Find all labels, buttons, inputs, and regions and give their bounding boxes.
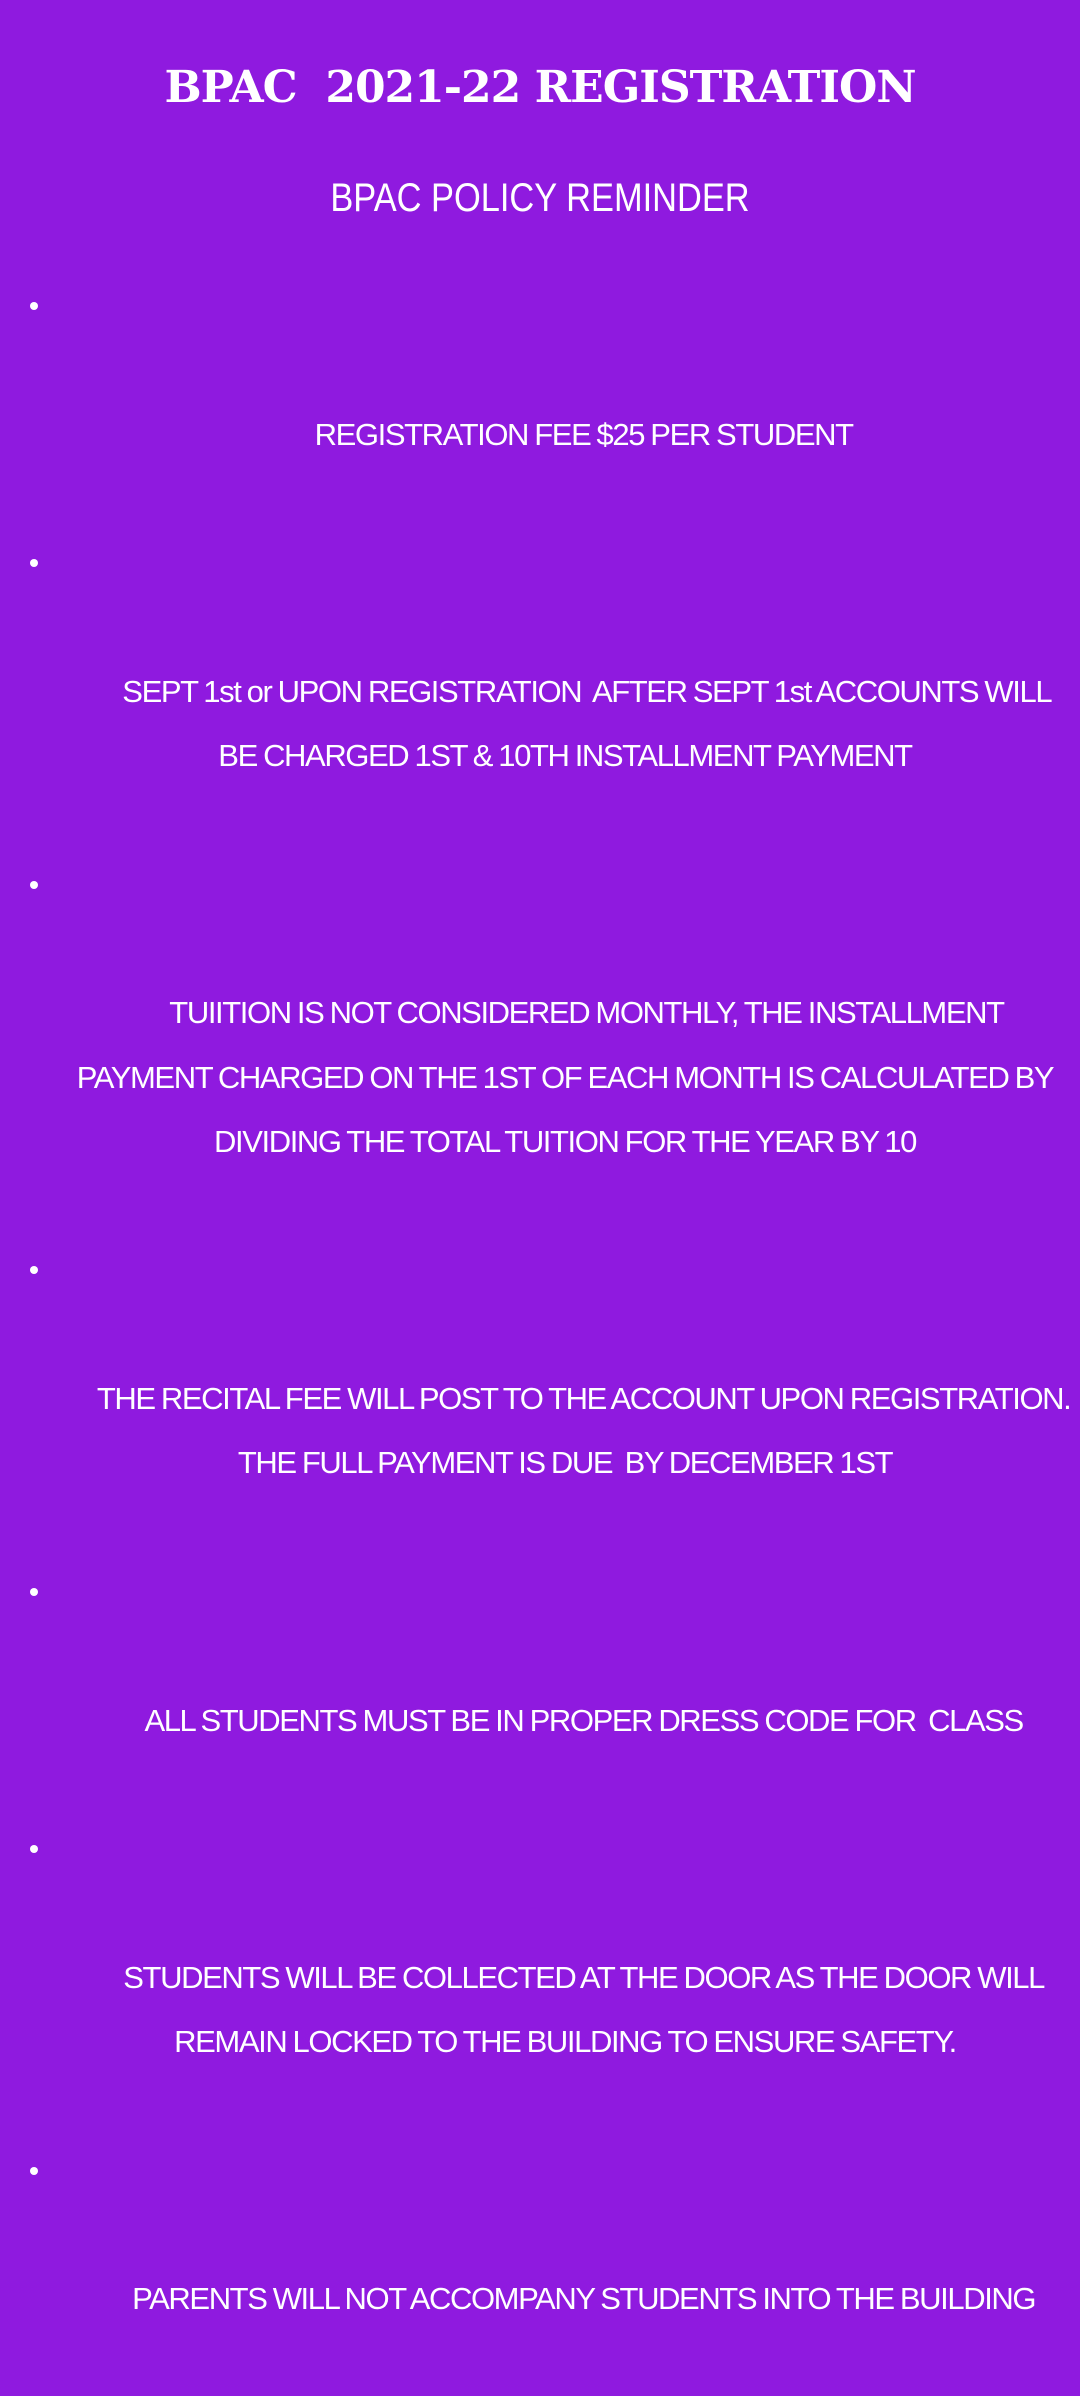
policy-item-text: STUDENTS WILL BE COLLECTED AT THE DOOR AS THE DOOR WILL REMAIN LOCKED TO THE BUILDING TO ENSURE SAFETY.: [123, 1959, 1051, 2060]
policy-item-text: PARENTS WILL NOT ACCOMPANY STUDENTS INTO THE BUILDING: [132, 2281, 1036, 2317]
policy-item-text: TUIITION IS NOT CONSIDERED MONTHLY, THE INSTALLMENT PAYMENT CHARGED ON THE 1ST OF EACH MONTH IS CALCULATED BY DIVIDING THE TOTAL TUITION FOR THE YEAR BY 10: [76, 995, 1060, 1159]
page-subtitle: BPAC POLICY REMINDER: [330, 176, 750, 220]
bullet-dot-icon: [30, 559, 38, 567]
policy-list: [0, 274, 1080, 2396]
page-title: BPAC 2021-22 REGISTRATION: [164, 62, 916, 113]
bullet-dot-icon: [30, 1588, 38, 1596]
policy-item-installment-charge: [0, 531, 1080, 852]
bullet-dot-icon: [30, 1266, 38, 1274]
policy-item-text: ALL STUDENTS MUST BE IN PROPER DRESS CODE FOR CLASS: [144, 1702, 1023, 1738]
bullet-dot-icon: [30, 1845, 38, 1853]
bullet-dot-icon: [30, 2167, 38, 2175]
policy-item-text: THE RECITAL FEE WILL POST TO THE ACCOUNT UPON REGISTRATION. THE FULL PAYMENT IS DUE BY DECEMBER 1ST: [96, 1381, 1077, 1481]
policy-item-parents: [0, 2139, 1080, 2396]
policy-item-recital-fee: [0, 1238, 1080, 1559]
bullet-dot-icon: [30, 302, 38, 310]
policy-item-tuition: [0, 853, 1080, 1239]
policy-item-dress-code: [0, 1560, 1080, 1817]
policy-item-door-collection: [0, 1817, 1080, 2138]
policy-item-text: SEPT 1st or UPON REGISTRATION AFTER SEPT 1st ACCOUNTS WILL BE CHARGED 1ST & 10TH INSTALLMENT PAYMENT: [116, 673, 1058, 774]
policy-item-text: REGISTRATION FEE $25 PER STUDENT: [314, 416, 853, 452]
policy-item-registration-fee: [0, 274, 1080, 531]
bullet-dot-icon: [30, 881, 38, 889]
